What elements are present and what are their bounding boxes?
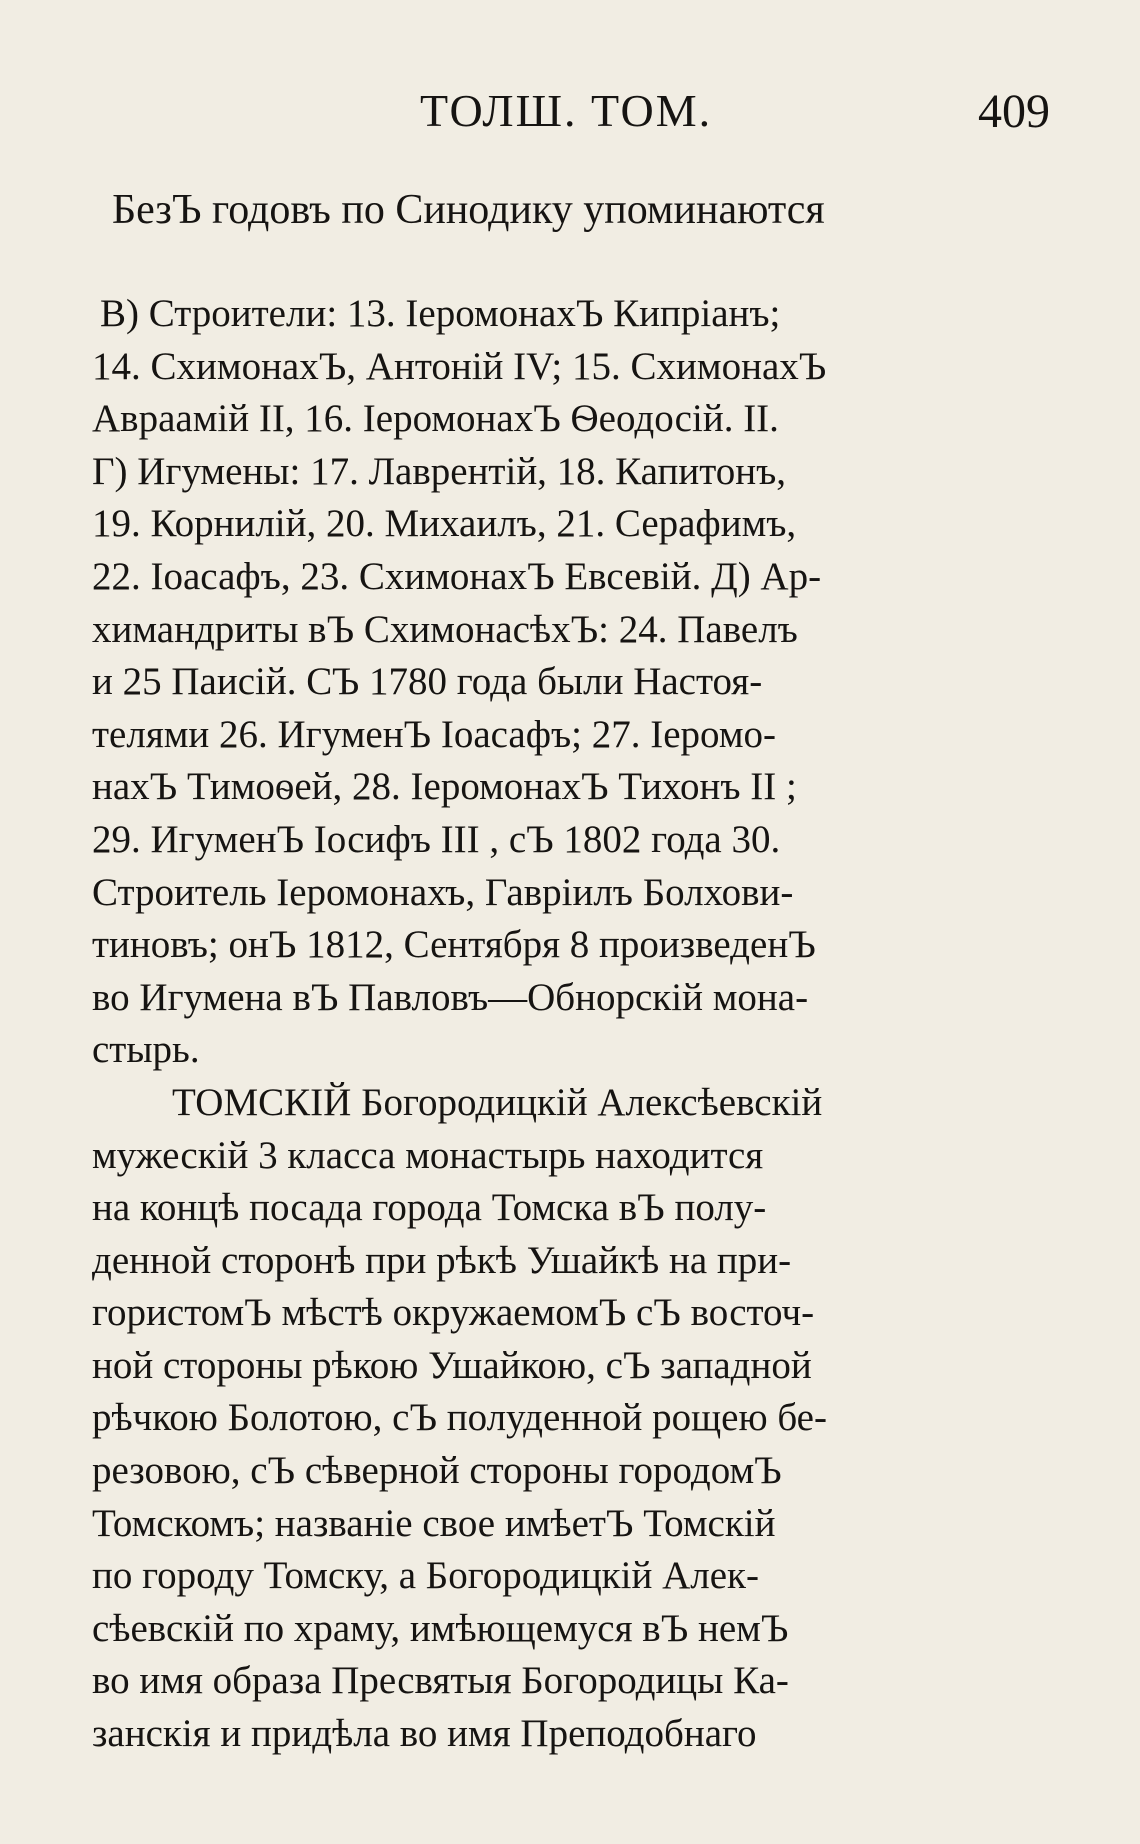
text-line: и 25 Паисій. СЪ 1780 года были Настоя- (92, 660, 763, 704)
text-line: по городу Томску, а Богородицкій Алек- (92, 1554, 759, 1598)
text-line: тиновъ; онЪ 1812, Сентября 8 произведенЪ (92, 923, 816, 967)
text-line: стырь. (92, 1028, 200, 1072)
text-line: 14. СхимонахЪ, Антоній IV; 15. СхимонахЪ (92, 344, 827, 388)
text-line: 22. Іоасафъ, 23. СхимонахЪ Евсевій. Д) Ар- (92, 554, 822, 598)
text-line: резовою, сЪ сѣверной стороны городомЪ (92, 1449, 782, 1493)
page-header (90, 84, 1090, 144)
text-line: рѣчкою Болотою, сЪ полуденной рощею бе- (92, 1396, 827, 1440)
text-line: нахЪ Тимоѳей, 28. ІеромонахЪ Тихонъ II ; (92, 765, 797, 809)
text-line: Томскомъ; названіе свое имѣетЪ Томскій (92, 1501, 776, 1545)
page-number: 409 (978, 85, 1050, 138)
text-line: В) Строители: 13. ІеромонахЪ Кипріанъ; (100, 292, 781, 335)
text-line: Строитель Іеромонахъ, Гавріилъ Болхови- (92, 870, 794, 914)
text-line: сѣевскій по храму, имѣющемуся вЪ немЪ (92, 1606, 789, 1650)
text-line: ной стороны рѣкою Ушайкою, сЪ западной (92, 1343, 812, 1387)
text-line: Авраамій II, 16. ІеромонахЪ Ѳеодосій. II. (92, 397, 779, 441)
text-line: 19. Корнилій, 20. Михаилъ, 21. Серафимъ, (92, 502, 797, 546)
text-line: гористомЪ мѣстѣ окружаемомЪ сЪ восточ- (92, 1291, 815, 1335)
text-line: Г) Игумены: 17. Лаврентій, 18. Капитонъ, (92, 449, 787, 493)
text-line: занскія и придѣла во имя Преподобнаго (92, 1712, 757, 1756)
text-line: телями 26. ИгуменЪ Іоасафъ; 27. Іеромо- (92, 712, 776, 756)
text-line: мужескій 3 класса монастырь находится (92, 1133, 764, 1177)
text-line: химандриты вЪ СхимонасѣхЪ: 24. Павелъ (92, 607, 798, 651)
text-line: 29. ИгуменЪ Іосифъ III , сЪ 1802 года 30. (92, 817, 781, 861)
text-line: во имя образа Пресвятыя Богородицы Ка- (92, 1659, 789, 1703)
text-line: во Игумена вЪ Павловъ—Обнорскій мона- (92, 975, 809, 1019)
section-intro: БезЪ годовъ по Синодику упоминаются (112, 187, 825, 233)
text-line: денной сторонѣ при рѣкѣ Ушайкѣ на при- (92, 1238, 792, 1282)
body-text (92, 288, 1092, 1761)
running-head: ТОЛШ. ТОМ. (420, 85, 713, 136)
paragraph-start: ТОМСКІЙ Богородицкій Алексѣевскій (172, 1080, 823, 1124)
text-line: на концѣ посада города Томска вЪ полу- (92, 1186, 767, 1230)
